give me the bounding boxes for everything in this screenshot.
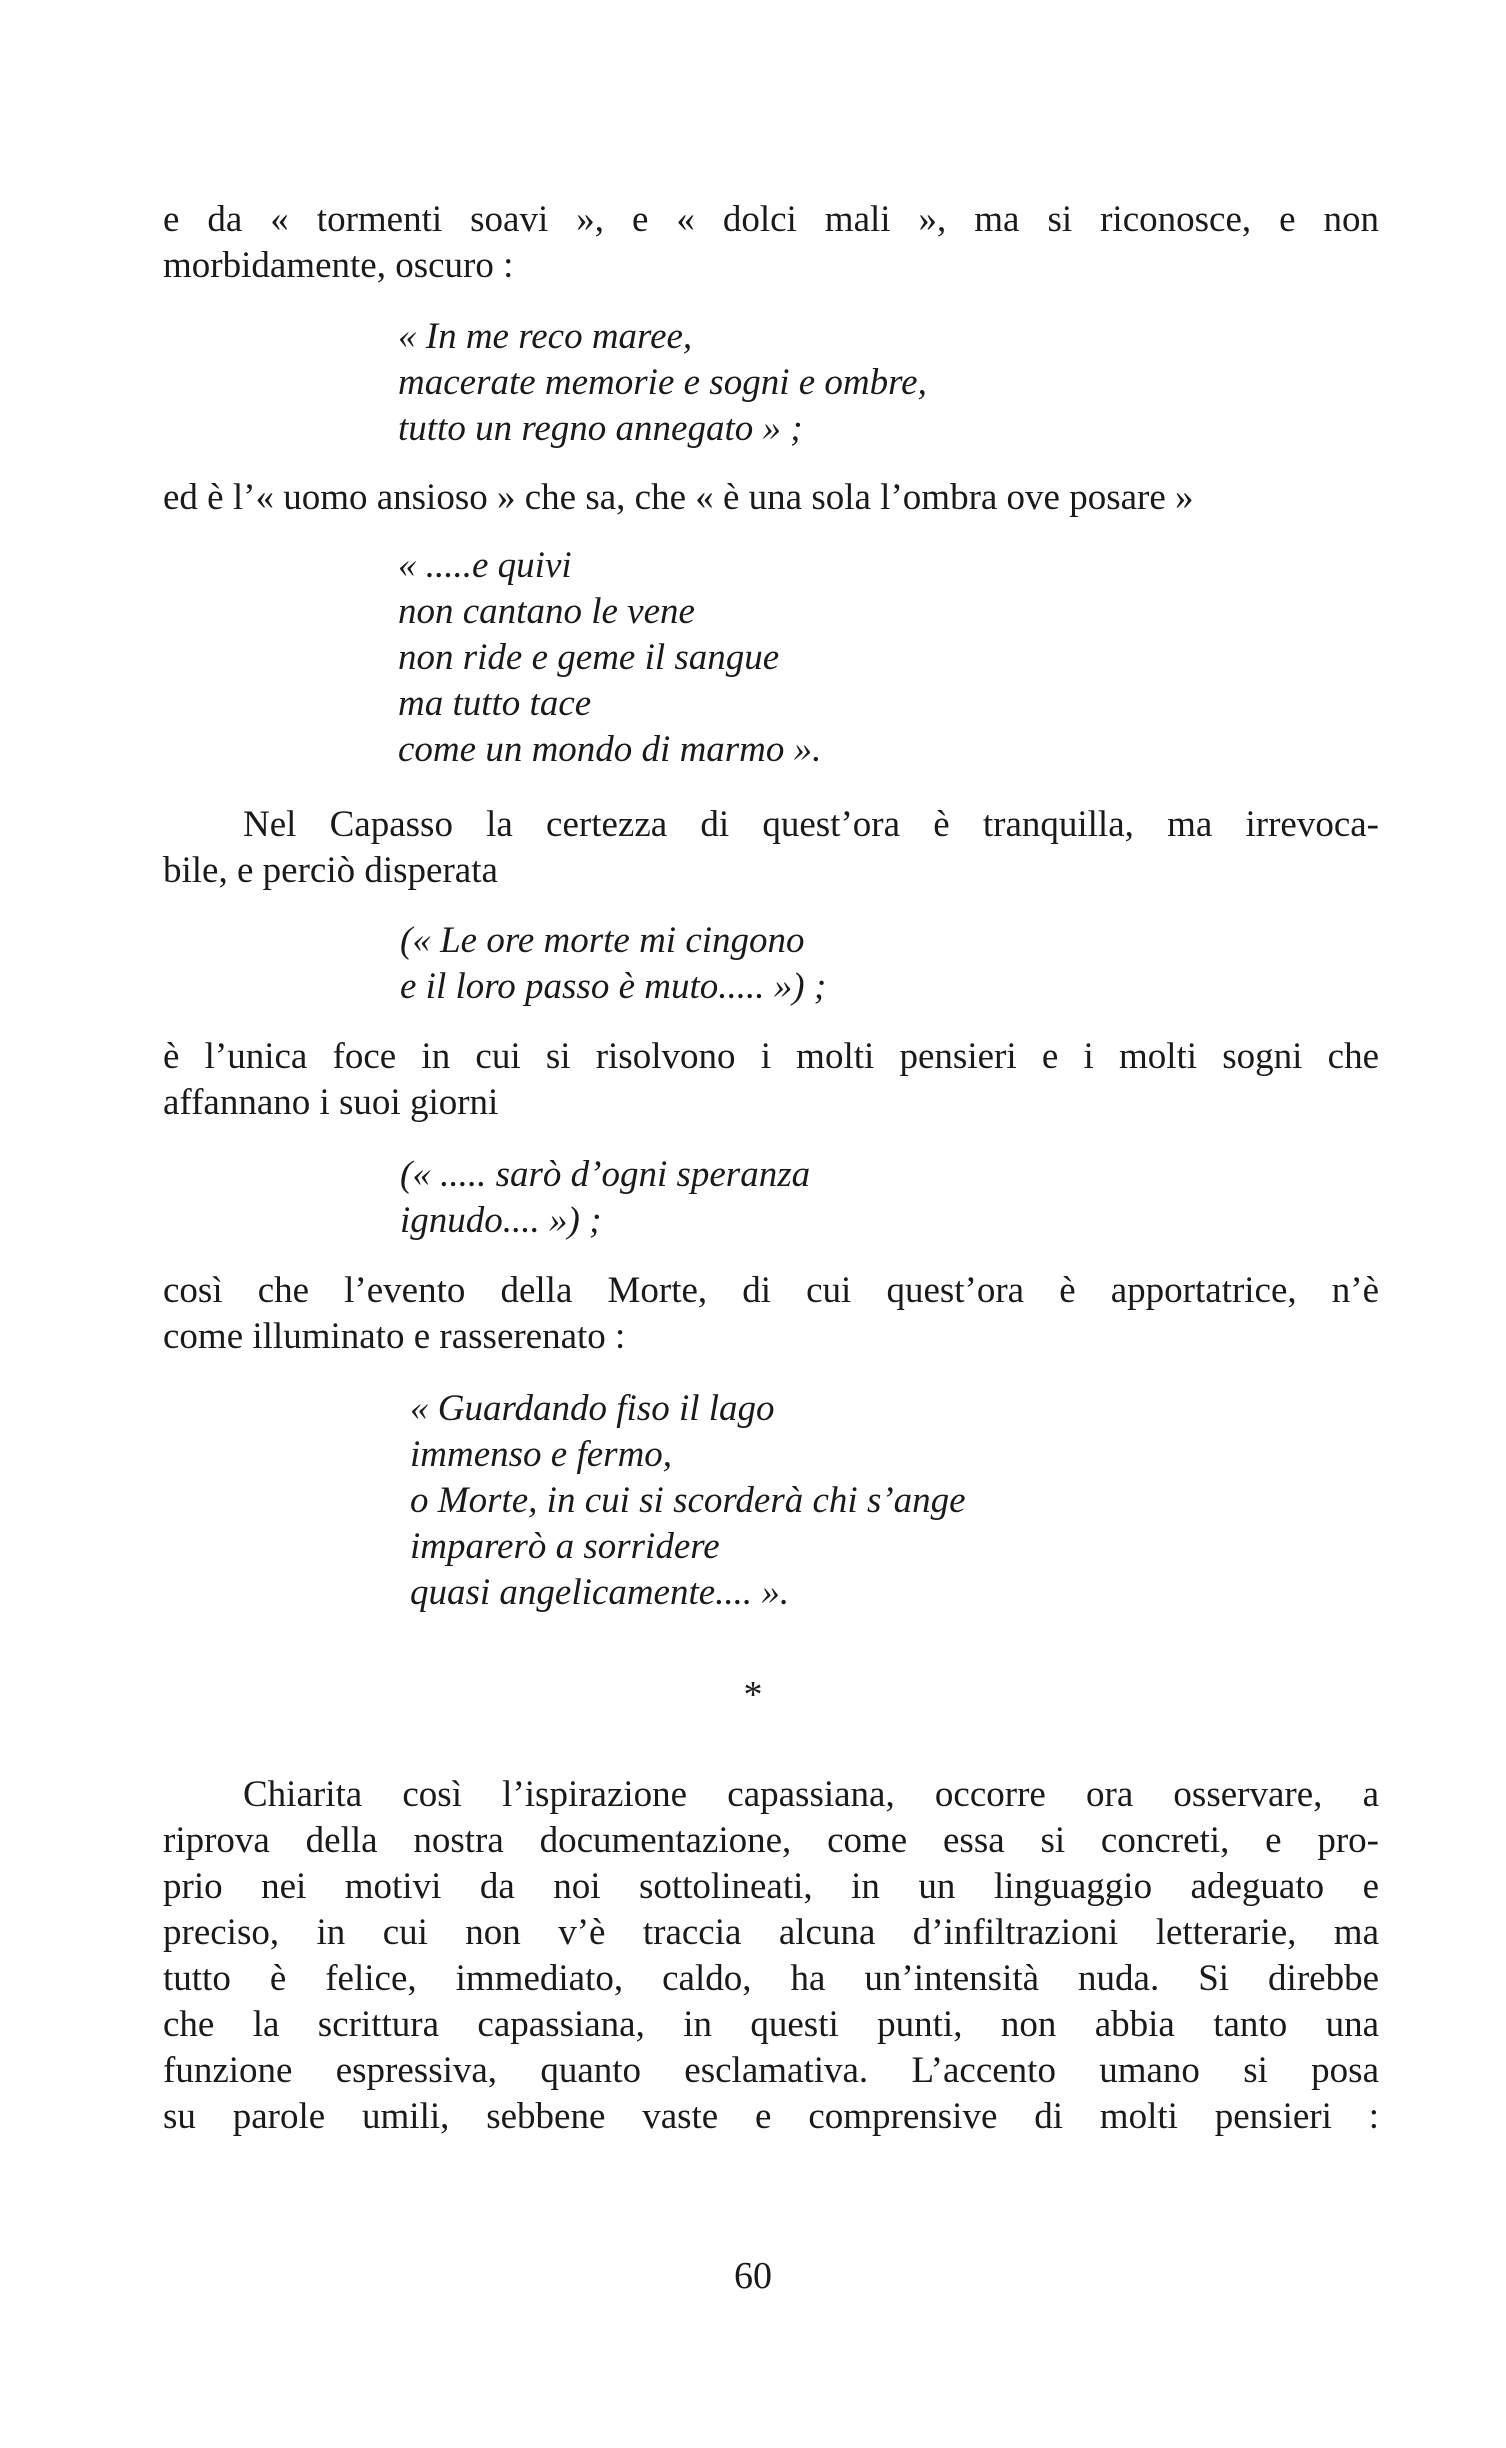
text-line: come illuminato e rasserenato :: [163, 1316, 626, 1357]
verse-line: e il loro passo è muto..... ») ;: [400, 966, 827, 1007]
verse-line: o Morte, in cui si scorderà chi s’ange: [410, 1480, 966, 1521]
quote-1: [398, 314, 927, 452]
verse-line: imparerò a sorridere: [410, 1526, 720, 1567]
text-line: riprova della nostra documentazione, come essa si concreti, e pro-: [163, 1820, 1379, 1861]
text-line: così che l’evento della Morte, di cui quest’ora è apportatrice, n’è: [163, 1270, 1379, 1311]
paragraph-6: [163, 1772, 1379, 2140]
text-line: Nel Capasso la certezza di quest’ora è tranquilla, ma irrevoca-: [243, 804, 1379, 845]
verse-line: ignudo.... ») ;: [400, 1200, 602, 1241]
text-line: affannano i suoi giorni: [163, 1082, 499, 1123]
text-line: Chiarita così l’ispirazione capassiana, occorre ora osservare, a: [243, 1774, 1379, 1815]
paragraph-5: [163, 1268, 1379, 1360]
verse-line: « .....e quivi: [398, 545, 572, 586]
text-line: preciso, in cui non v’è traccia alcuna d’infiltrazioni letterarie, ma: [163, 1912, 1379, 1953]
text-line: che la scrittura capassiana, in questi punti, non abbia tanto una: [163, 2004, 1379, 2045]
paragraph-2: [163, 475, 1379, 521]
paragraph-1: [163, 197, 1379, 289]
paragraph-4: [163, 1034, 1379, 1126]
verse-line: macerate memorie e sogni e ombre,: [398, 362, 927, 403]
verse-line: (« ..... sarò d’ogni speranza: [400, 1154, 811, 1195]
verse-line: tutto un regno annegato » ;: [398, 408, 803, 449]
text-line: morbidamente, oscuro :: [163, 245, 514, 286]
quote-2: [398, 543, 821, 773]
text-line: è l’unica foce in cui si risolvono i molti pensieri e i molti sogni che: [163, 1036, 1379, 1077]
quote-3: [400, 918, 826, 1010]
verse-line: ma tutto tace: [398, 683, 592, 724]
text-line: prio nei motivi da noi sottolineati, in un linguaggio adeguato e: [163, 1866, 1379, 1907]
page-number: 60: [734, 2255, 772, 2297]
verse-line: non cantano le vene: [398, 591, 695, 632]
verse-line: immenso e fermo,: [410, 1434, 673, 1475]
verse-line: quasi angelicamente.... ».: [410, 1572, 790, 1613]
verse-line: « In me reco maree,: [398, 316, 693, 357]
verse-line: come un mondo di marmo ».: [398, 729, 822, 770]
text-line: su parole umili, sebbene vaste e comprensive di molti pensieri :: [163, 2096, 1379, 2137]
text-line: tutto è felice, immediato, caldo, ha un’intensità nuda. Si direbbe: [163, 1958, 1379, 1999]
verse-line: non ride e geme il sangue: [398, 637, 780, 678]
section-separator: *: [743, 1674, 763, 1716]
verse-line: (« Le ore morte mi cingono: [400, 920, 805, 961]
verse-line: « Guardando fiso il lago: [410, 1388, 775, 1429]
text-line: funzione espressiva, quanto esclamativa. L’accento umano si posa: [163, 2050, 1379, 2091]
text-line: ed è l’« uomo ansioso » che sa, che « è una sola l’ombra ove posare »: [163, 477, 1194, 518]
quote-5: [410, 1386, 966, 1616]
quote-4: [400, 1152, 810, 1244]
paragraph-3: [163, 802, 1379, 894]
text-line: bile, e perciò disperata: [163, 850, 498, 891]
text-line: e da « tormenti soavi », e « dolci mali », ma si riconosce, e non: [163, 199, 1379, 240]
